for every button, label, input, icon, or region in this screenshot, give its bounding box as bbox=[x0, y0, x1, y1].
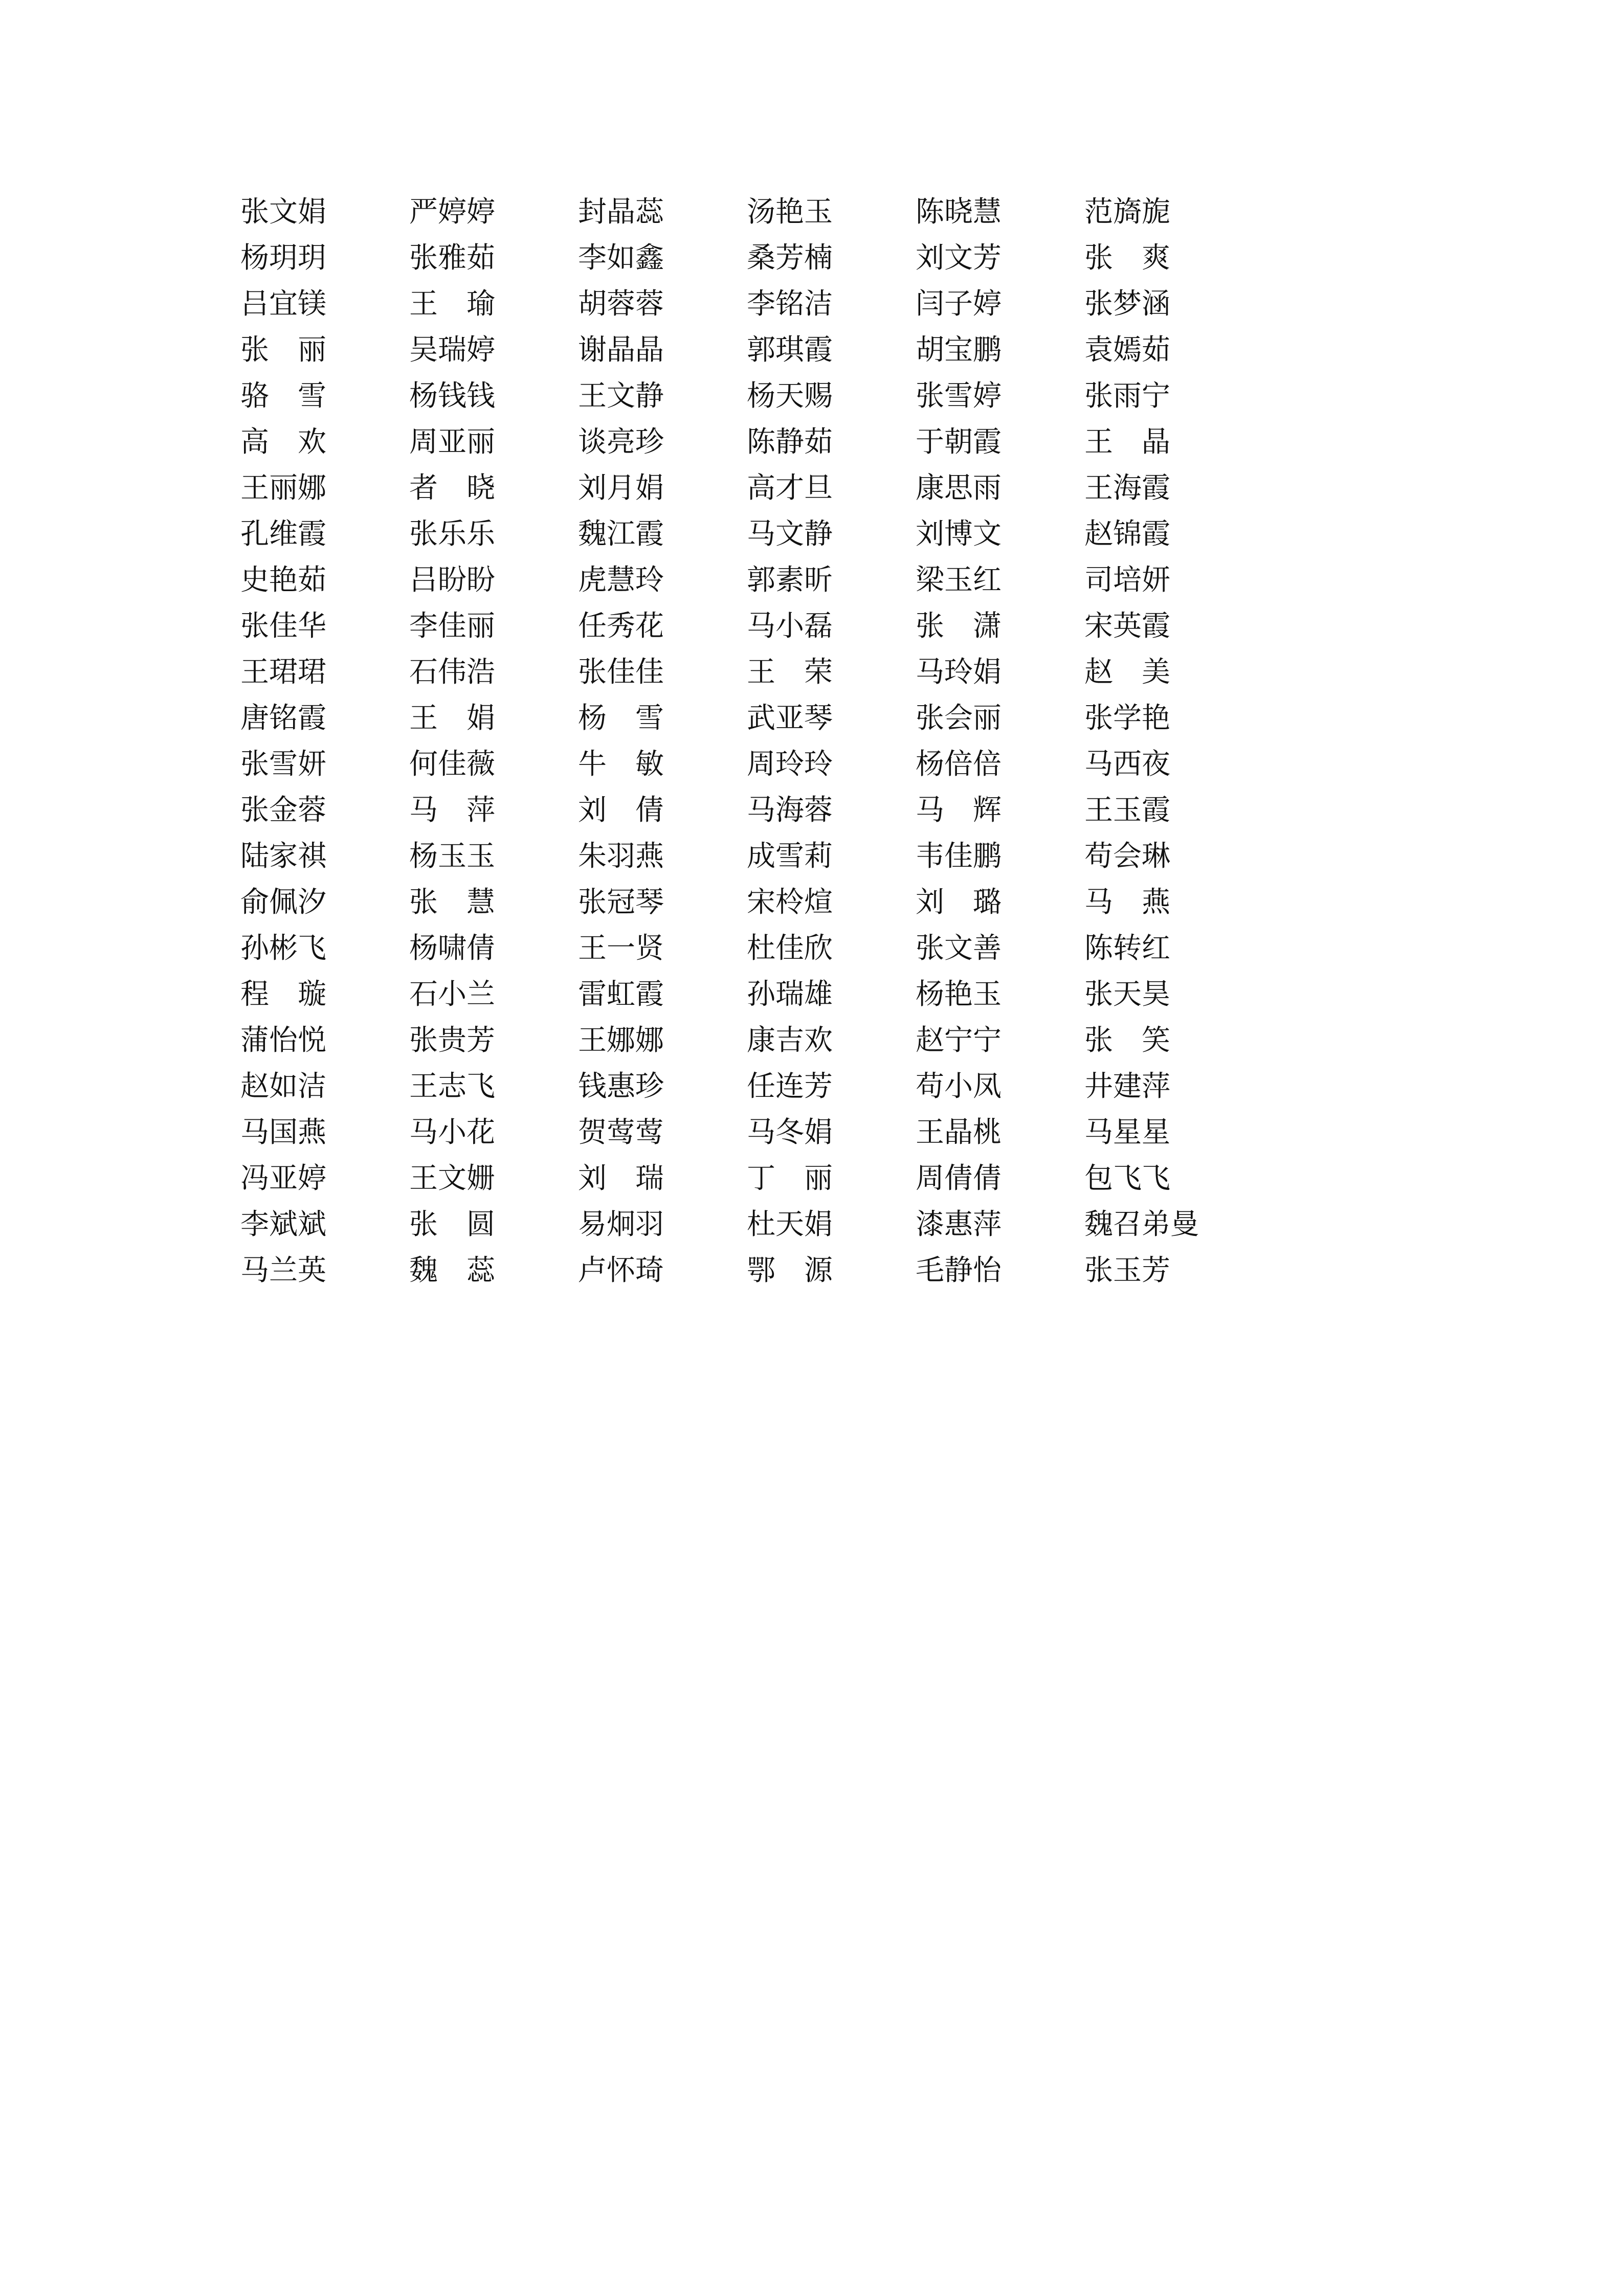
name-cell: 张佳华 bbox=[240, 611, 326, 642]
name-cell: 卢怀琦 bbox=[578, 1255, 664, 1287]
name-cell: 赵宁宁 bbox=[916, 1025, 1002, 1056]
name-cell: 张文娟 bbox=[240, 196, 326, 228]
name-cell: 张雪妍 bbox=[240, 749, 326, 780]
name-cell: 吕宜镁 bbox=[240, 288, 326, 320]
name-cell: 刘 璐 bbox=[916, 887, 1002, 918]
name-cell: 张梦涵 bbox=[1084, 288, 1170, 320]
name-cell: 成雪莉 bbox=[747, 841, 833, 872]
name-cell: 赵如洁 bbox=[240, 1071, 326, 1102]
name-cell: 桑芳楠 bbox=[747, 242, 833, 274]
name-cell: 包飞飞 bbox=[1084, 1163, 1170, 1195]
name-cell: 孙彬飞 bbox=[240, 933, 326, 964]
name-cell: 刘博文 bbox=[916, 519, 1002, 550]
name-cell: 王娜娜 bbox=[578, 1025, 664, 1056]
name-cell: 王 荣 bbox=[747, 657, 833, 688]
name-cell: 杨啸倩 bbox=[409, 933, 495, 964]
name-cell: 郭素昕 bbox=[747, 565, 833, 596]
name-cell: 张雪婷 bbox=[916, 380, 1002, 412]
name-cell: 王丽娜 bbox=[240, 472, 326, 504]
name-cell: 张 潇 bbox=[916, 611, 1002, 642]
name-cell: 王晶桃 bbox=[916, 1117, 1002, 1149]
name-cell: 王玉霞 bbox=[1084, 795, 1170, 826]
name-cell: 郭琪霞 bbox=[747, 334, 833, 366]
name-cell: 何佳薇 bbox=[409, 749, 495, 780]
name-cell: 毛静怡 bbox=[916, 1255, 1002, 1287]
name-cell: 骆 雪 bbox=[240, 380, 326, 412]
name-cell: 胡宝鹏 bbox=[916, 334, 1002, 366]
name-cell: 唐铭霞 bbox=[240, 703, 326, 734]
name-cell: 贺莺莺 bbox=[578, 1117, 664, 1149]
name-cell: 孔维霞 bbox=[240, 519, 326, 550]
name-cell: 胡蓉蓉 bbox=[578, 288, 664, 320]
name-cell: 马小磊 bbox=[747, 611, 833, 642]
name-cell: 马兰英 bbox=[240, 1255, 326, 1287]
name-cell: 牛 敏 bbox=[578, 749, 664, 780]
name-cell: 马 辉 bbox=[916, 795, 1002, 826]
name-cell: 张 笑 bbox=[1084, 1025, 1170, 1056]
name-cell: 康吉欢 bbox=[747, 1025, 833, 1056]
name-cell: 张 丽 bbox=[240, 334, 326, 366]
name-cell: 马星星 bbox=[1084, 1117, 1170, 1149]
name-cell: 魏召弟曼 bbox=[1084, 1209, 1199, 1241]
name-cell: 张贵芳 bbox=[409, 1025, 495, 1056]
name-cell: 杨艳玉 bbox=[916, 979, 1002, 1010]
name-cell: 虎慧玲 bbox=[578, 565, 664, 596]
name-cell: 马国燕 bbox=[240, 1117, 326, 1149]
name-cell: 苟会琳 bbox=[1084, 841, 1170, 872]
name-cell: 魏江霞 bbox=[578, 519, 664, 550]
name-cell: 孙瑞雄 bbox=[747, 979, 833, 1010]
name-cell: 易炯羽 bbox=[578, 1209, 664, 1241]
name-cell: 王 瑜 bbox=[409, 288, 495, 320]
name-cell: 史艳茹 bbox=[240, 565, 326, 596]
name-cell: 张雨宁 bbox=[1084, 380, 1170, 412]
name-cell: 杨倍倍 bbox=[916, 749, 1002, 780]
name-cell: 马 萍 bbox=[409, 795, 495, 826]
name-cell: 马 燕 bbox=[1084, 887, 1170, 918]
name-cell: 杨天赐 bbox=[747, 380, 833, 412]
name-cell: 李斌斌 bbox=[240, 1209, 326, 1241]
name-cell: 张学艳 bbox=[1084, 703, 1170, 734]
name-cell: 杨钱钱 bbox=[409, 380, 495, 412]
name-cell: 周玲玲 bbox=[747, 749, 833, 780]
name-cell: 谢晶晶 bbox=[578, 334, 664, 366]
name-cell: 张文善 bbox=[916, 933, 1002, 964]
name-cell: 周倩倩 bbox=[916, 1163, 1002, 1195]
name-cell: 宋英霞 bbox=[1084, 611, 1170, 642]
name-cell: 陈转红 bbox=[1084, 933, 1170, 964]
name-cell: 张 慧 bbox=[409, 887, 495, 918]
name-cell: 刘 瑞 bbox=[578, 1163, 664, 1195]
name-cell: 张冠琴 bbox=[578, 887, 664, 918]
name-cell: 陈晓慧 bbox=[916, 196, 1002, 228]
name-cell: 宋柃煊 bbox=[747, 887, 833, 918]
name-cell: 刘文芳 bbox=[916, 242, 1002, 274]
name-cell: 陆家祺 bbox=[240, 841, 326, 872]
name-cell: 者 晓 bbox=[409, 472, 495, 504]
name-cell: 赵 美 bbox=[1084, 657, 1170, 688]
name-list-grid bbox=[240, 189, 1243, 1294]
name-cell: 周亚丽 bbox=[409, 426, 495, 458]
name-cell: 李如鑫 bbox=[578, 242, 664, 274]
name-cell: 俞佩汐 bbox=[240, 887, 326, 918]
name-cell: 王文静 bbox=[578, 380, 664, 412]
name-cell: 马冬娟 bbox=[747, 1117, 833, 1149]
name-cell: 朱羽燕 bbox=[578, 841, 664, 872]
name-cell: 石伟浩 bbox=[409, 657, 495, 688]
name-cell: 张佳佳 bbox=[578, 657, 664, 688]
name-cell: 康思雨 bbox=[916, 472, 1002, 504]
name-cell: 苟小凤 bbox=[916, 1071, 1002, 1102]
name-cell: 钱惠珍 bbox=[578, 1071, 664, 1102]
name-cell: 王珺珺 bbox=[240, 657, 326, 688]
name-cell: 程 璇 bbox=[240, 979, 326, 1010]
name-cell: 石小兰 bbox=[409, 979, 495, 1010]
name-cell: 蒲怡悦 bbox=[240, 1025, 326, 1056]
name-cell: 张雅茹 bbox=[409, 242, 495, 274]
name-cell: 杨玥玥 bbox=[240, 242, 326, 274]
name-cell: 谈亮珍 bbox=[578, 426, 664, 458]
name-cell: 井建萍 bbox=[1084, 1071, 1170, 1102]
name-cell: 王一贤 bbox=[578, 933, 664, 964]
name-cell: 汤艳玉 bbox=[747, 196, 833, 228]
name-cell: 吕盼盼 bbox=[409, 565, 495, 596]
name-cell: 李佳丽 bbox=[409, 611, 495, 642]
name-cell: 杜天娟 bbox=[747, 1209, 833, 1241]
name-cell: 王 娟 bbox=[409, 703, 495, 734]
name-cell: 高 欢 bbox=[240, 426, 326, 458]
name-cell: 漆惠萍 bbox=[916, 1209, 1002, 1241]
name-cell: 严婷婷 bbox=[409, 196, 495, 228]
name-cell: 封晶蕊 bbox=[578, 196, 664, 228]
name-cell: 张会丽 bbox=[916, 703, 1002, 734]
name-cell: 马文静 bbox=[747, 519, 833, 550]
name-cell: 马小花 bbox=[409, 1117, 495, 1149]
name-cell: 魏 蕊 bbox=[409, 1255, 495, 1287]
name-cell: 李铭洁 bbox=[747, 288, 833, 320]
name-cell: 丁 丽 bbox=[747, 1163, 833, 1195]
name-cell: 袁嫣茹 bbox=[1084, 334, 1170, 366]
name-cell: 马西夜 bbox=[1084, 749, 1170, 780]
name-cell: 冯亚婷 bbox=[240, 1163, 326, 1195]
name-cell: 张玉芳 bbox=[1084, 1255, 1170, 1287]
name-cell: 杨 雪 bbox=[578, 703, 664, 734]
name-cell: 王文姗 bbox=[409, 1163, 495, 1195]
name-cell: 高才旦 bbox=[747, 472, 833, 504]
name-cell: 张乐乐 bbox=[409, 519, 495, 550]
name-cell: 王海霞 bbox=[1084, 472, 1170, 504]
name-cell: 杨玉玉 bbox=[409, 841, 495, 872]
name-cell: 陈静茹 bbox=[747, 426, 833, 458]
name-cell: 杜佳欣 bbox=[747, 933, 833, 964]
name-cell: 马玲娟 bbox=[916, 657, 1002, 688]
name-cell: 司培妍 bbox=[1084, 565, 1170, 596]
name-cell: 鄂 源 bbox=[747, 1255, 833, 1287]
name-cell: 闫子婷 bbox=[916, 288, 1002, 320]
name-cell: 韦佳鹏 bbox=[916, 841, 1002, 872]
name-cell: 于朝霞 bbox=[916, 426, 1002, 458]
name-cell: 刘月娟 bbox=[578, 472, 664, 504]
name-cell: 范旖旎 bbox=[1084, 196, 1170, 228]
name-cell: 张天昊 bbox=[1084, 979, 1170, 1010]
name-cell: 武亚琴 bbox=[747, 703, 833, 734]
name-cell: 任连芳 bbox=[747, 1071, 833, 1102]
name-cell: 王 晶 bbox=[1084, 426, 1170, 458]
name-cell: 雷虹霞 bbox=[578, 979, 664, 1010]
name-cell: 张 爽 bbox=[1084, 242, 1170, 274]
name-cell: 王志飞 bbox=[409, 1071, 495, 1102]
name-cell: 赵锦霞 bbox=[1084, 519, 1170, 550]
name-cell: 张金蓉 bbox=[240, 795, 326, 826]
name-cell: 马海蓉 bbox=[747, 795, 833, 826]
name-cell: 张 圆 bbox=[409, 1209, 495, 1241]
name-cell: 任秀花 bbox=[578, 611, 664, 642]
name-cell: 吴瑞婷 bbox=[409, 334, 495, 366]
name-cell: 梁玉红 bbox=[916, 565, 1002, 596]
name-cell: 刘 倩 bbox=[578, 795, 664, 826]
